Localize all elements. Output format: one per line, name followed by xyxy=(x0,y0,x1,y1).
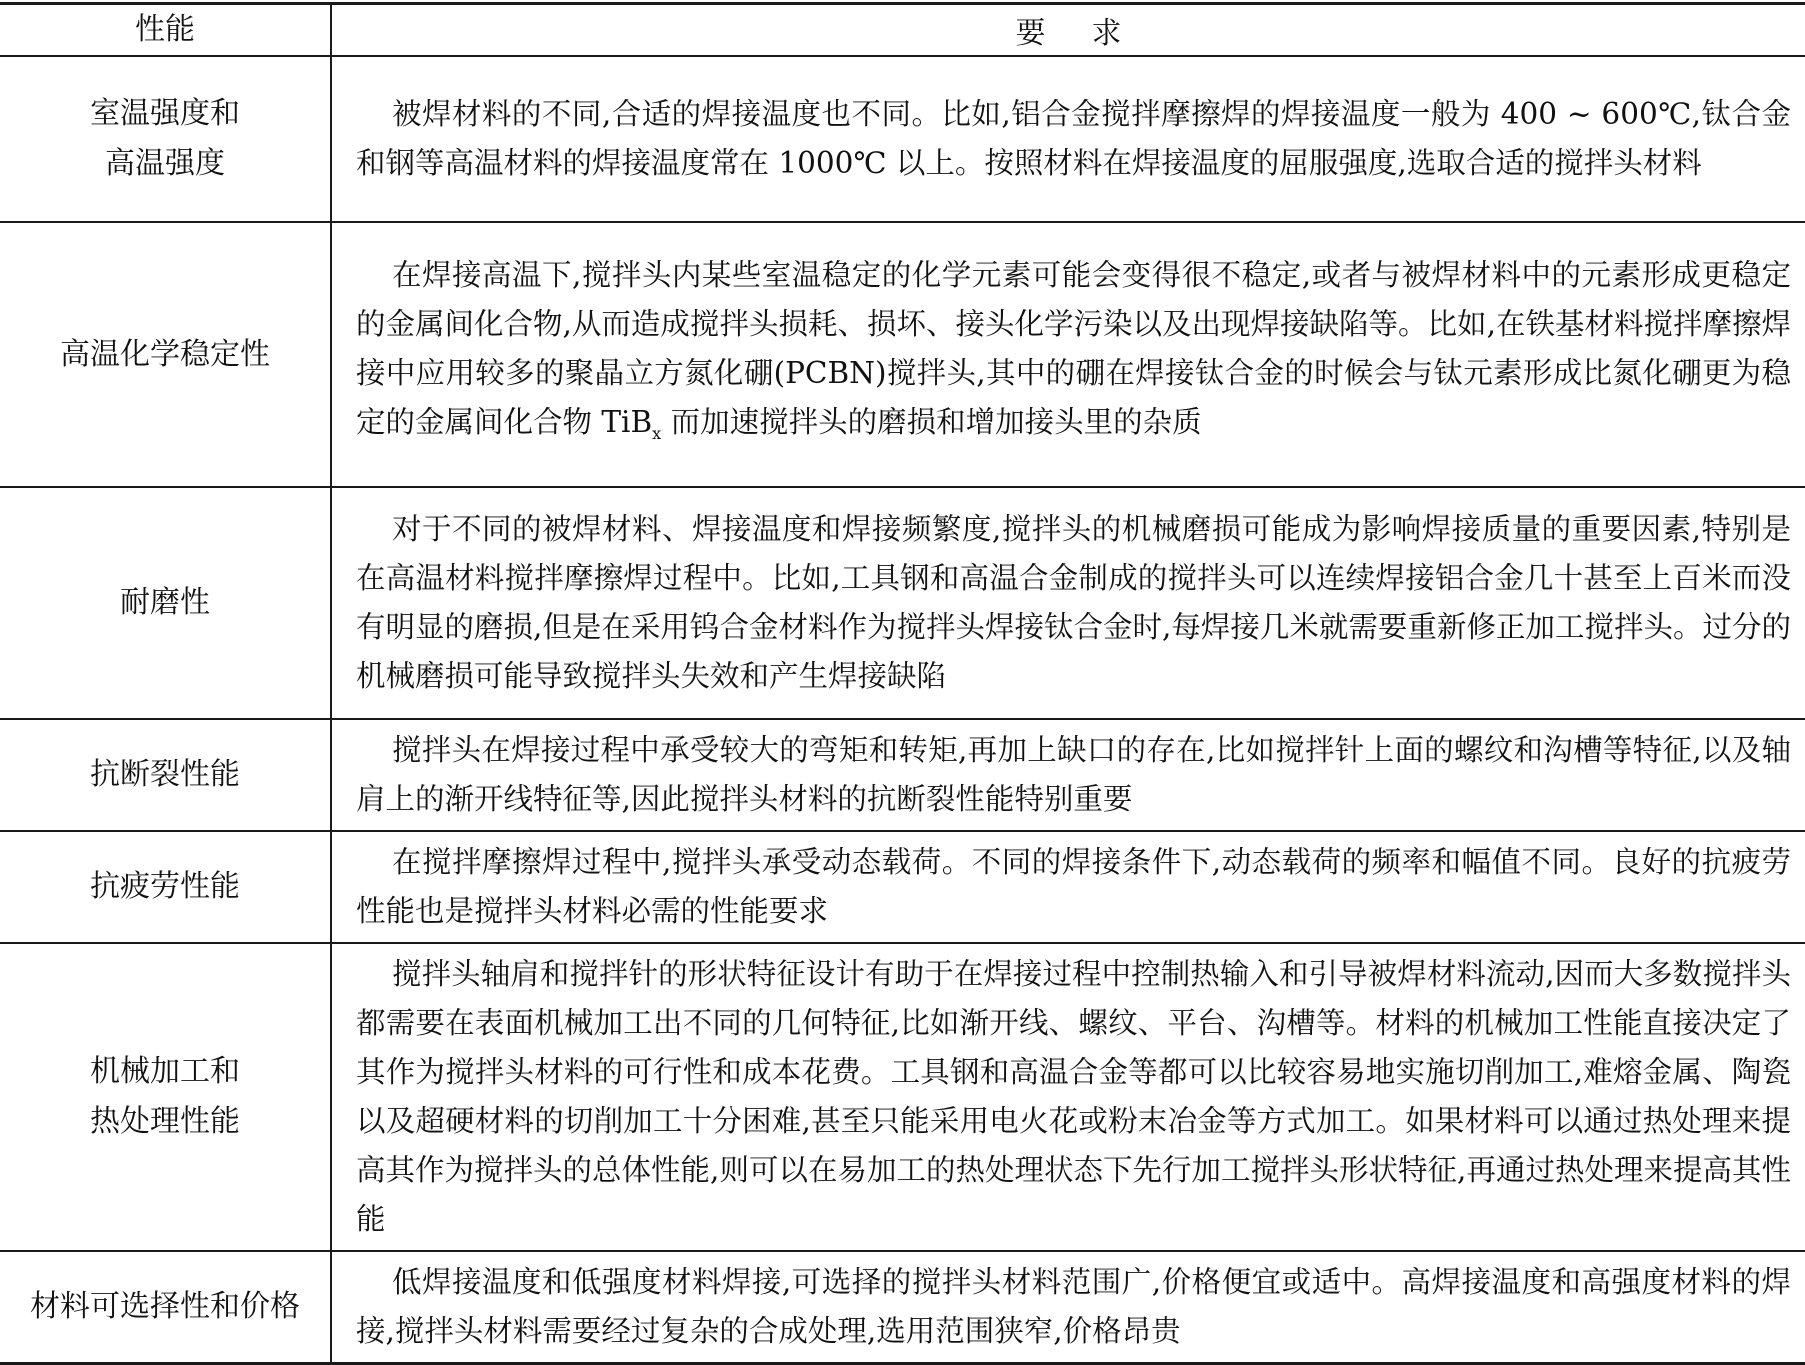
property-line: 高温强度 xyxy=(105,146,225,181)
property-line: 热处理性能 xyxy=(90,1104,240,1139)
requirement-text xyxy=(356,251,1791,458)
table-row xyxy=(0,1251,1805,1364)
property-line: 室温强度和 xyxy=(90,96,240,131)
property-line: 机械加工和 xyxy=(90,1054,240,1089)
requirement-text: 搅拌头轴肩和搅拌针的形状特征设计有助于在焊接过程中控制热输入和引导被焊材料流动,因而大多数搅拌头都需要在表面机械加工出不同的几何特征,比如渐开线、螺纹、平台、沟槽等。材料的机械加工性能直接决定了其作为搅拌头材料的可行性和成本花费。工具钢和高温合金等都可以比较容易地实施切削加工,难熔金属、陶瓷以及超硬材料的切削加工十分困难,甚至只能采用电火花或粉末冶金等方式加工。如果材料可以通过热处理来提高其作为搅拌头的总体性能,则可以在易加工的热处理状态下先行加工搅拌头形状特征,再通过热处理来提高其性能 xyxy=(356,957,1791,1236)
requirement-cell xyxy=(331,487,1805,719)
requirement-text: 搅拌头在焊接过程中承受较大的弯矩和转矩,再加上缺口的存在,比如搅拌针上面的螺纹和沟槽等特征,以及轴肩上的渐开线特征等,因此搅拌头材料的抗断裂性能特别重要 xyxy=(356,733,1791,816)
property-line: 抗疲劳性能 xyxy=(90,869,240,904)
table-row xyxy=(0,943,1805,1251)
properties-table xyxy=(0,2,1805,1365)
property-cell xyxy=(0,487,331,719)
requirement-cell xyxy=(331,943,1805,1251)
property-line: 材料可选择性和价格 xyxy=(30,1289,300,1324)
property-line: 耐磨性 xyxy=(120,585,210,620)
property-cell xyxy=(0,831,331,943)
property-line: 抗断裂性能 xyxy=(90,757,240,792)
table-header-row xyxy=(0,4,1805,57)
subscript-x: x xyxy=(652,423,662,443)
requirement-text: 低焊接温度和低强度材料焊接,可选择的搅拌头材料范围广,价格便宜或适中。高焊接温度和高强度材料的焊接,搅拌头材料需要经过复杂的合成处理,选用范围狭窄,价格昂贵 xyxy=(356,1265,1791,1348)
requirement-text-part: 在焊接高温下,搅拌头内某些室温稳定的化学元素可能会变得很不稳定,或者与被焊材料中的元素形成更稳定的金属间化合物,从而造成搅拌头损耗、损坏、接头化学污染以及出现焊接缺陷等。比如,在铁基材料搅拌摩擦焊接中应用较多的聚晶立方氮化硼(PCBN)搅拌头,其中的硼在焊接钛合金的时候会与钛元素形成比氮化硼更为稳定的金属间化合物 TiB xyxy=(356,258,1791,440)
property-cell xyxy=(0,719,331,831)
requirement-text: 对于不同的被焊材料、焊接温度和焊接频繁度,搅拌头的机械磨损可能成为影响焊接质量的重要因素,特别是在高温材料搅拌摩擦焊过程中。比如,工具钢和高温合金制成的搅拌头可以连续焊接铝合金几十甚至上百米而没有明显的磨损,但是在采用钨合金材料作为搅拌头焊接钛合金时,每焊接几米就需要重新修正加工搅拌头。过分的机械磨损可能导致搅拌头失效和产生焊接缺陷 xyxy=(356,512,1791,693)
requirement-cell xyxy=(331,831,1805,943)
requirement-cell xyxy=(331,1251,1805,1364)
property-cell xyxy=(0,943,331,1251)
table-row xyxy=(0,56,1805,222)
property-cell xyxy=(0,1251,331,1364)
table-row xyxy=(0,719,1805,831)
table-row xyxy=(0,222,1805,487)
requirement-cell xyxy=(331,719,1805,831)
table-row xyxy=(0,831,1805,943)
requirement-text: 被焊材料的不同,合适的焊接温度也不同。比如,铝合金搅拌摩擦焊的焊接温度一般为 400 ~ 600℃,钛合金和钢等高温材料的焊接温度常在 1000℃ 以上。按照材料在焊接温度的屈服强度,选取合适的搅拌头材料 xyxy=(356,97,1791,180)
table-row xyxy=(0,487,1805,719)
header-property: 性能 xyxy=(0,4,331,57)
requirement-text: 在搅拌摩擦焊过程中,搅拌头承受动态载荷。不同的焊接条件下,动态载荷的频率和幅值不同。良好的抗疲劳性能也是搅拌头材料必需的性能要求 xyxy=(356,845,1791,928)
property-line: 高温化学稳定性 xyxy=(60,336,270,372)
requirement-cell xyxy=(331,56,1805,222)
requirement-cell xyxy=(331,222,1805,487)
property-cell xyxy=(0,222,331,487)
header-requirement: 要求 xyxy=(331,4,1805,57)
property-cell xyxy=(0,56,331,222)
requirement-text-part: 而加速搅拌头的磨损和增加接头里的杂质 xyxy=(661,405,1202,440)
